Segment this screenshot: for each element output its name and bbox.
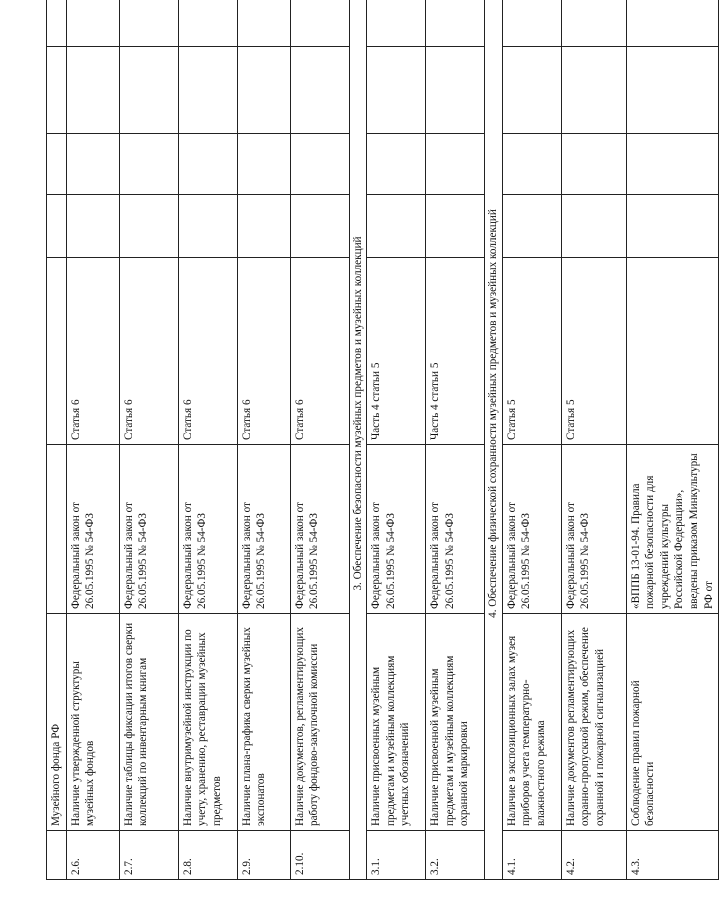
empty-cell [119,0,178,47]
empty-cell [290,195,349,258]
empty-cell [237,195,290,258]
table-row [178,0,237,880]
empty-cell [66,134,119,195]
legal-act-cell: Федеральный закон от 26.05.1995 № 54-ФЗ [367,445,426,614]
requirement-cell: Наличие внутримузейной инструкции по учету, хранению, реставрации музейных предметов [178,614,237,831]
requirement-cell: Наличие документов, регламентирующих работу фондово-закупочной комиссии [290,614,349,831]
section-heading-row [485,0,503,880]
legal-act-cell: Федеральный закон от 26.05.1995 № 54-ФЗ [237,445,290,614]
article-cell [47,258,67,445]
table-row [119,0,178,880]
empty-cell [626,47,718,134]
rotated-table-container [46,20,715,880]
article-cell: Статья 6 [237,258,290,445]
article-cell: Статья 6 [119,258,178,445]
requirement-cell: Наличие документов регламентирующих охранно-пропускной режим, обеспечение охранной и пожарной сигнализацией [561,614,626,831]
row-number-cell: 3.2. [426,831,485,880]
empty-cell [426,195,485,258]
empty-cell [626,195,718,258]
legal-act-cell: Федеральный закон от 26.05.1995 № 54-ФЗ [66,445,119,614]
legal-act-cell [47,445,67,614]
section-heading: 3. Обеспечение безопасности музейных предметов и музейных коллекций [349,0,367,880]
legal-act-cell: Федеральный закон от 26.05.1995 № 54-ФЗ [178,445,237,614]
inspection-checklist-table [46,0,719,880]
article-cell: Статья 6 [178,258,237,445]
empty-cell [47,134,67,195]
legal-act-cell: Федеральный закон от 26.05.1995 № 54-ФЗ [290,445,349,614]
row-number-cell: 2.9. [237,831,290,880]
empty-cell [502,195,561,258]
table-row [47,0,67,880]
empty-cell [561,47,626,134]
row-number-cell: 2.8. [178,831,237,880]
section-heading: 4. Обеспечение физической сохранности музейных предметов и музейных коллекций [485,0,503,880]
row-number-cell: 3.1. [367,831,426,880]
empty-cell [426,0,485,47]
empty-cell [502,134,561,195]
table-row [237,0,290,880]
empty-cell [47,47,67,134]
legal-act-cell: Федеральный закон от 26.05.1995 № 54-ФЗ [426,445,485,614]
requirement-cell: Наличие присвоенной музейным предметам и музейным коллекциям охранной маркировки [426,614,485,831]
row-number-cell: 2.6. [66,831,119,880]
empty-cell [178,47,237,134]
legal-act-cell: Федеральный закон от 26.05.1995 № 54-ФЗ [502,445,561,614]
empty-cell [178,134,237,195]
table-row [502,0,561,880]
empty-cell [119,195,178,258]
empty-cell [47,195,67,258]
row-number-cell: 2.7. [119,831,178,880]
requirement-cell: Наличие в экспозиционных залах музея приборов учета температурно-влажностного режима [502,614,561,831]
row-number-cell: 2.10. [290,831,349,880]
empty-cell [367,195,426,258]
empty-cell [66,195,119,258]
empty-cell [66,47,119,134]
legal-act-cell: Федеральный закон от 26.05.1995 № 54-ФЗ [119,445,178,614]
requirement-cell: Наличие утвержденной структуры музейных фондов [66,614,119,831]
empty-cell [290,0,349,47]
legal-act-cell: Федеральный закон от 26.05.1995 № 54-ФЗ [561,445,626,614]
table-row [290,0,349,880]
article-cell [626,258,718,445]
empty-cell [561,134,626,195]
empty-cell [290,134,349,195]
requirement-cell: Наличие присвоенных музейным предметам и музейным коллекциям учетных обозначений [367,614,426,831]
empty-cell [66,0,119,47]
empty-cell [237,134,290,195]
empty-cell [367,47,426,134]
empty-cell [119,134,178,195]
table-row [626,0,718,880]
empty-cell [626,0,718,47]
article-cell: Статья 6 [66,258,119,445]
legal-act-cell: «ВППБ 13-01-94. Правила пожарной безопасности для учреждений культуры Российской Федерации», введены приказом Минкультуры РФ от [626,445,718,614]
empty-cell [561,0,626,47]
empty-cell [561,195,626,258]
requirement-cell: Музейного фонда РФ [47,614,67,831]
table-row [426,0,485,880]
empty-cell [178,0,237,47]
requirement-cell: Соблюдение правил пожарной безопасности [626,614,718,831]
article-cell: Часть 4 статьи 5 [426,258,485,445]
article-cell: Статья 5 [561,258,626,445]
empty-cell [626,134,718,195]
empty-cell [502,47,561,134]
table-row [66,0,119,880]
empty-cell [178,195,237,258]
article-cell: Часть 4 статьи 5 [367,258,426,445]
empty-cell [426,134,485,195]
empty-cell [237,0,290,47]
empty-cell [367,0,426,47]
article-cell: Статья 5 [502,258,561,445]
table-row [561,0,626,880]
requirement-cell: Наличие таблицы фиксации итогов сверки коллекций по инвентарным книгам [119,614,178,831]
empty-cell [47,0,67,47]
row-number-cell [47,831,67,880]
row-number-cell: 4.1. [502,831,561,880]
table-row [367,0,426,880]
row-number-cell: 4.3. [626,831,718,880]
empty-cell [502,0,561,47]
empty-cell [426,47,485,134]
requirement-cell: Наличие плана-графика сверки музейных экспонатов [237,614,290,831]
empty-cell [367,134,426,195]
empty-cell [119,47,178,134]
article-cell: Статья 6 [290,258,349,445]
empty-cell [290,47,349,134]
section-heading-row [349,0,367,880]
empty-cell [237,47,290,134]
row-number-cell: 4.2. [561,831,626,880]
